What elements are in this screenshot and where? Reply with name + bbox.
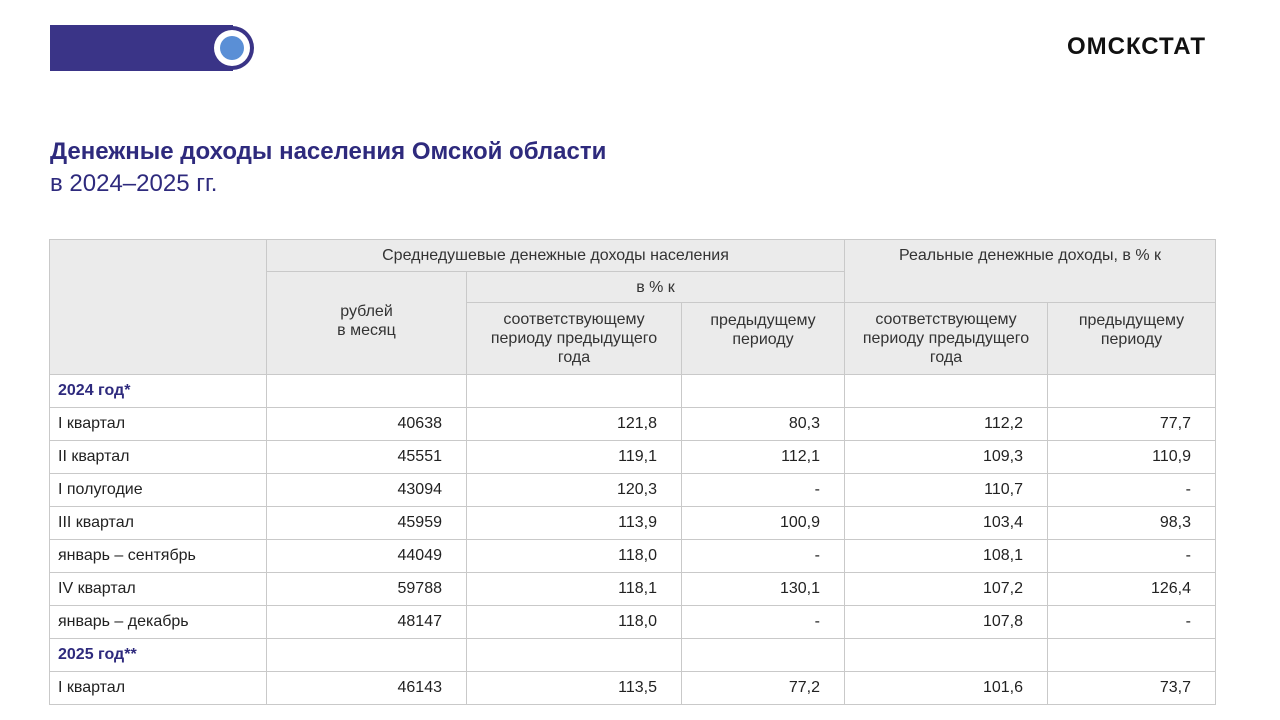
- rubles-cell: 48147: [267, 606, 467, 639]
- logo: [50, 25, 255, 71]
- rubles-cell: 45959: [267, 507, 467, 540]
- page-title: Денежные доходы населения Омской области: [50, 138, 607, 165]
- same-period-cell: 118,0: [467, 606, 682, 639]
- empty-cell: [682, 375, 845, 408]
- real-prev-period-cell: 110,9: [1048, 441, 1216, 474]
- empty-cell: [682, 639, 845, 672]
- real-prev-period-cell: 77,7: [1048, 408, 1216, 441]
- real-prev-period-cell: -: [1048, 606, 1216, 639]
- brand-name: ОМСКСТАТ: [1066, 33, 1206, 60]
- rubles-cell: 45551: [267, 441, 467, 474]
- real-same-period-cell: 110,7: [845, 474, 1048, 507]
- prev-period-cell: -: [682, 474, 845, 507]
- table-body: [50, 375, 1216, 705]
- same-period-cell: 119,1: [467, 441, 682, 474]
- header-rubles: рублей в месяц: [267, 272, 467, 375]
- same-period-cell: 118,0: [467, 540, 682, 573]
- real-same-period-cell: 101,6: [845, 672, 1048, 705]
- empty-cell: [467, 639, 682, 672]
- row-label: II квартал: [50, 441, 267, 474]
- empty-cell: [267, 375, 467, 408]
- rubles-cell: 46143: [267, 672, 467, 705]
- real-same-period-cell: 107,2: [845, 573, 1048, 606]
- section-label: 2025 год**: [50, 639, 267, 672]
- same-period-cell: 121,8: [467, 408, 682, 441]
- row-label: январь – декабрь: [50, 606, 267, 639]
- header-real-income: Реальные денежные доходы, в % к: [845, 240, 1216, 303]
- real-prev-period-cell: 98,3: [1048, 507, 1216, 540]
- row-label: январь – сентябрь: [50, 540, 267, 573]
- logo-dot-icon: [220, 36, 244, 60]
- same-period-cell: 113,5: [467, 672, 682, 705]
- real-same-period-cell: 107,8: [845, 606, 1048, 639]
- table-row: [50, 540, 1216, 573]
- table-row: [50, 672, 1216, 705]
- table-row: [50, 507, 1216, 540]
- empty-cell: [467, 375, 682, 408]
- rubles-cell: 59788: [267, 573, 467, 606]
- rubles-cell: 44049: [267, 540, 467, 573]
- real-same-period-cell: 103,4: [845, 507, 1048, 540]
- rubles-cell: 43094: [267, 474, 467, 507]
- row-label: III квартал: [50, 507, 267, 540]
- real-same-period-cell: 108,1: [845, 540, 1048, 573]
- logo-bar-shape: [50, 25, 233, 71]
- prev-period-cell: 80,3: [682, 408, 845, 441]
- rubles-cell: 40638: [267, 408, 467, 441]
- same-period-cell: 118,1: [467, 573, 682, 606]
- table-row: [50, 573, 1216, 606]
- income-table: [49, 239, 1216, 705]
- table-row: [50, 606, 1216, 639]
- header-avg-income: Среднедушевые денежные доходы населения: [267, 240, 845, 272]
- section-row: [50, 639, 1216, 672]
- header-prev-period: предыдущему периоду: [682, 303, 845, 375]
- real-same-period-cell: 112,2: [845, 408, 1048, 441]
- real-prev-period-cell: 73,7: [1048, 672, 1216, 705]
- table-row: [50, 408, 1216, 441]
- corner-header: [50, 240, 267, 375]
- real-prev-period-cell: -: [1048, 540, 1216, 573]
- real-prev-period-cell: -: [1048, 474, 1216, 507]
- table-row: [50, 441, 1216, 474]
- empty-cell: [1048, 375, 1216, 408]
- row-label: I квартал: [50, 672, 267, 705]
- empty-cell: [267, 639, 467, 672]
- section-row: [50, 375, 1216, 408]
- page-subtitle: в 2024–2025 гг.: [50, 170, 218, 197]
- header-same-period: соответствующему периоду предыдущего года: [467, 303, 682, 375]
- same-period-cell: 120,3: [467, 474, 682, 507]
- table-row: [50, 474, 1216, 507]
- header-real-prev-period: предыдущему периоду: [1048, 303, 1216, 375]
- same-period-cell: 113,9: [467, 507, 682, 540]
- prev-period-cell: -: [682, 606, 845, 639]
- empty-cell: [845, 375, 1048, 408]
- prev-period-cell: 112,1: [682, 441, 845, 474]
- section-label: 2024 год*: [50, 375, 267, 408]
- empty-cell: [845, 639, 1048, 672]
- row-label: I квартал: [50, 408, 267, 441]
- real-prev-period-cell: 126,4: [1048, 573, 1216, 606]
- row-label: I полугодие: [50, 474, 267, 507]
- prev-period-cell: -: [682, 540, 845, 573]
- header-pct: в % к: [467, 272, 845, 303]
- header-real-same-period: соответствующему периоду предыдущего года: [845, 303, 1048, 375]
- row-label: IV квартал: [50, 573, 267, 606]
- prev-period-cell: 100,9: [682, 507, 845, 540]
- prev-period-cell: 77,2: [682, 672, 845, 705]
- real-same-period-cell: 109,3: [845, 441, 1048, 474]
- empty-cell: [1048, 639, 1216, 672]
- prev-period-cell: 130,1: [682, 573, 845, 606]
